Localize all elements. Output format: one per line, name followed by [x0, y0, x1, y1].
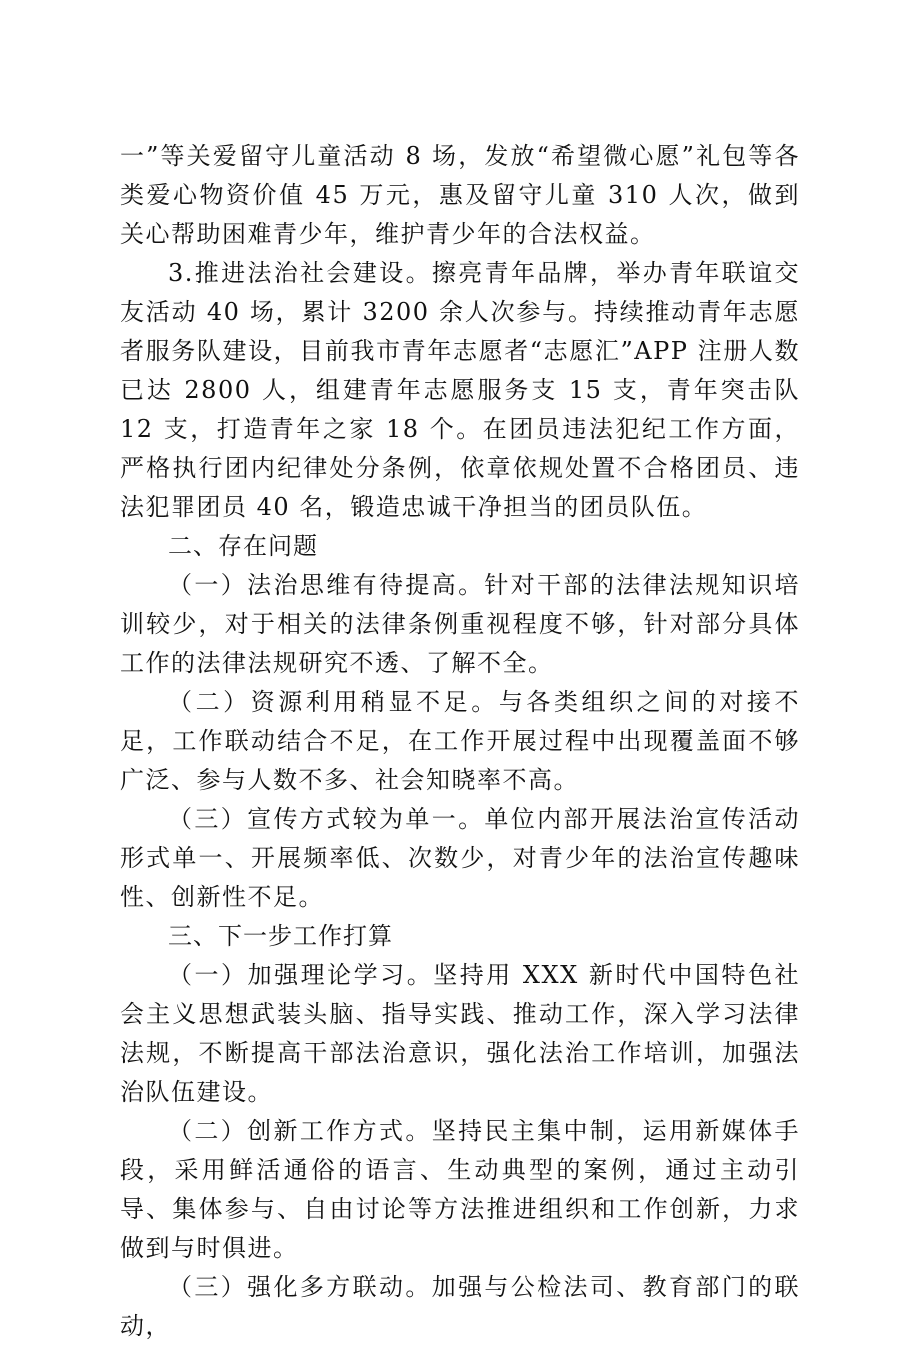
section-heading-problems: 二、存在问题 — [168, 532, 318, 560]
body-paragraph-plan-3: （三）强化多方联动。加强与公检法司、教育部门的联动， — [120, 1273, 800, 1340]
body-paragraph-item-3: 3.推进法治社会建设。擦亮青年品牌，举办青年联谊交友活动 40 场，累计 3200 余人次参与。持续推动青年志愿者服务队建设，目前我市青年志愿者“志愿汇”APP 注册人数已达 2800 人，组建青年志愿服务支 15 支，青年突击队 12 支，打造青年之家 18 个。在团员违法犯纪工作方面，严格执行团内纪律处分条例，依章依规处置不合格团员、违法犯罪团员 40 名，锻造忠诚干净担当的团员队伍。 — [120, 259, 800, 521]
section-heading-next-steps: 三、下一步工作打算 — [168, 922, 393, 950]
body-paragraph-problem-2: （二）资源利用稍显不足。与各类组织之间的对接不足，工作联动结合不足，在工作开展过程中出现覆盖面不够广泛、参与人数不多、社会知晓率不高。 — [120, 688, 800, 794]
body-paragraph-problem-1: （一）法治思维有待提高。针对干部的法律法规知识培训较少，对于相关的法律条例重视程度不够，针对部分具体工作的法律法规研究不透、了解不全。 — [120, 571, 800, 677]
body-paragraph-plan-2: （二）创新工作方式。坚持民主集中制，运用新媒体手段，采用鲜活通俗的语言、生动典型的案例，通过主动引导、集体参与、自由讨论等方法推进组织和工作创新，力求做到与时俱进。 — [120, 1117, 800, 1262]
document-body — [120, 137, 800, 1346]
body-paragraph-continuation: 一”等关爱留守儿童活动 8 场，发放“希望微心愿”礼包等各类爱心物资价值 45 万元，惠及留守儿童 310 人次，做到关心帮助困难青少年，维护青少年的合法权益。 — [120, 142, 800, 248]
body-paragraph-plan-1: （一）加强理论学习。坚持用 XXX 新时代中国特色社会主义思想武装头脑、指导实践、推动工作，深入学习法律法规，不断提高干部法治意识，强化法治工作培训，加强法治队伍建设。 — [120, 961, 800, 1106]
body-paragraph-problem-3: （三）宣传方式较为单一。单位内部开展法治宣传活动形式单一、开展频率低、次数少，对青少年的法治宣传趣味性、创新性不足。 — [120, 805, 800, 911]
